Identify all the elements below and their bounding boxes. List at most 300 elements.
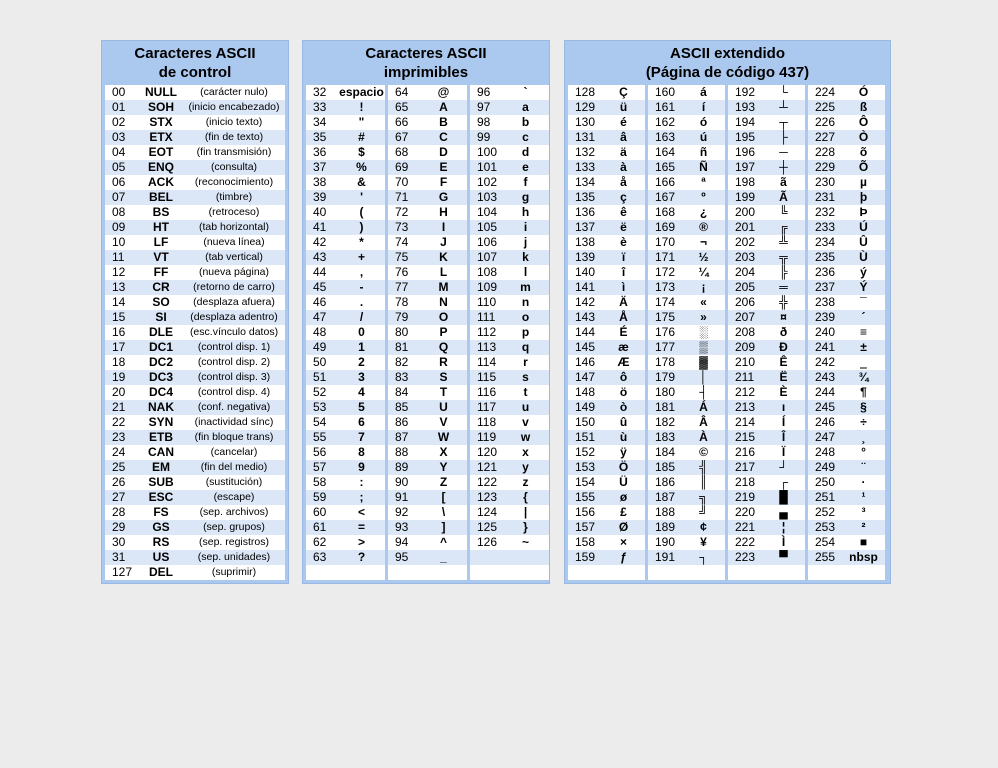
char-code: 39 — [313, 190, 327, 204]
char-description: (sep. archivos) — [199, 506, 269, 518]
empty-cell — [682, 565, 725, 580]
table-row — [470, 430, 549, 445]
char-name: DC3 — [148, 370, 173, 384]
char-glyph: ( — [359, 205, 364, 219]
char-code: 147 — [575, 370, 596, 384]
char-glyph: + — [357, 250, 365, 264]
char-code: 101 — [477, 160, 498, 174]
table-row — [306, 190, 385, 205]
table-row — [808, 550, 885, 565]
char-code: 173 — [655, 280, 676, 294]
table-row — [470, 370, 549, 385]
char-glyph: ≡ — [859, 325, 867, 339]
table-row — [388, 175, 467, 190]
char-glyph: ÷ — [860, 415, 867, 429]
char-code: 246 — [815, 415, 836, 429]
table-row — [568, 370, 645, 385]
char-glyph: f — [523, 175, 528, 189]
table-row — [105, 460, 285, 475]
table-row — [808, 565, 885, 580]
char-code: 14 — [112, 295, 126, 309]
char-glyph: § — [860, 400, 867, 414]
char-code: 43 — [313, 250, 327, 264]
table-row — [808, 355, 885, 370]
table-row — [470, 490, 549, 505]
char-glyph: ; — [359, 490, 364, 504]
char-code: 73 — [395, 220, 409, 234]
table-row — [568, 535, 645, 550]
char-code: 36 — [313, 145, 327, 159]
char-glyph: ã — [780, 175, 787, 189]
table-row — [568, 130, 645, 145]
control-chars-panel — [101, 40, 289, 584]
char-code: 91 — [395, 490, 409, 504]
extended-ascii-title — [565, 41, 890, 85]
char-description: (fin bloque trans) — [194, 431, 274, 443]
table-row — [306, 490, 385, 505]
char-glyph: Ä — [619, 295, 628, 309]
char-glyph: ¹ — [861, 490, 866, 504]
char-glyph: Ö — [618, 460, 629, 474]
char-glyph: = — [357, 520, 365, 534]
char-code: 11 — [112, 250, 125, 264]
table-row — [568, 235, 645, 250]
table-row — [648, 430, 725, 445]
char-glyph: º — [701, 190, 706, 204]
table-row — [388, 295, 467, 310]
char-glyph: e — [522, 160, 529, 174]
table-row — [306, 535, 385, 550]
char-code: 57 — [313, 460, 327, 474]
char-code: 241 — [815, 340, 836, 354]
table-row — [808, 295, 885, 310]
char-glyph: I — [441, 220, 446, 234]
table-row — [105, 160, 285, 175]
char-glyph: ó — [699, 115, 708, 129]
table-row — [728, 295, 805, 310]
char-glyph: ù — [619, 430, 628, 444]
char-code: 01 — [112, 100, 126, 114]
char-glyph: - — [359, 280, 364, 294]
table-row — [105, 205, 285, 220]
char-glyph: 7 — [358, 430, 365, 444]
char-glyph: Ñ — [699, 160, 708, 174]
table-row — [808, 415, 885, 430]
char-glyph: è — [620, 235, 627, 249]
char-code: 134 — [575, 175, 596, 189]
char-glyph: ! — [359, 100, 364, 114]
table-row — [388, 85, 467, 100]
char-glyph: nbsp — [849, 550, 878, 564]
table-row — [728, 220, 805, 235]
char-glyph: N — [439, 295, 448, 309]
table-row — [648, 220, 725, 235]
char-code: 24 — [112, 445, 126, 459]
control-chars-column — [105, 85, 285, 580]
char-code: 132 — [575, 145, 596, 159]
char-glyph: L — [439, 265, 448, 279]
char-glyph: µ — [860, 175, 867, 189]
char-code: 114 — [477, 355, 497, 369]
char-glyph: ä — [620, 145, 627, 159]
table-row — [728, 115, 805, 130]
char-glyph: X — [439, 445, 448, 459]
char-code: 142 — [575, 295, 596, 309]
table-row — [105, 85, 285, 100]
table-row — [728, 235, 805, 250]
table-row — [808, 220, 885, 235]
table-row — [306, 85, 385, 100]
char-code: 195 — [735, 130, 756, 144]
table-row — [306, 220, 385, 235]
table-row — [388, 340, 467, 355]
char-code: 07 — [112, 190, 126, 204]
table-row — [105, 115, 285, 130]
char-glyph: Ì — [781, 535, 786, 549]
empty-cell — [306, 565, 338, 580]
char-glyph: W — [437, 430, 450, 444]
char-glyph: * — [359, 235, 364, 249]
table-row — [388, 280, 467, 295]
table-row — [470, 535, 549, 550]
char-glyph: Å — [619, 310, 628, 324]
char-code: 122 — [477, 475, 498, 489]
char-glyph: ð — [779, 325, 788, 339]
char-code: 232 — [815, 205, 836, 219]
char-glyph: O — [438, 310, 449, 324]
char-code: 92 — [395, 505, 409, 519]
char-glyph: . — [359, 295, 364, 309]
table-row — [388, 115, 467, 130]
char-glyph: ~ — [521, 535, 529, 549]
char-code: 234 — [815, 235, 836, 249]
table-row — [808, 325, 885, 340]
char-description: (escape) — [213, 491, 255, 503]
char-glyph: Y — [439, 460, 448, 474]
table-row — [105, 550, 285, 565]
char-name: CAN — [148, 445, 174, 459]
char-code: 126 — [477, 535, 498, 549]
table-row — [728, 460, 805, 475]
char-code: 216 — [735, 445, 756, 459]
char-code: 238 — [815, 295, 836, 309]
table-row — [388, 145, 467, 160]
table-row — [568, 325, 645, 340]
char-name: FS — [153, 505, 169, 519]
char-glyph: } — [523, 520, 528, 534]
table-row — [105, 130, 285, 145]
table-row — [105, 190, 285, 205]
char-code: 51 — [313, 370, 327, 384]
char-glyph: s — [522, 370, 529, 384]
table-row — [648, 310, 725, 325]
char-description: (consulta) — [210, 161, 258, 173]
title-line-2: (Página de código 437) — [645, 64, 810, 81]
char-glyph: ┼ — [779, 160, 788, 174]
char-glyph: ö — [619, 385, 628, 399]
char-description: (carácter nulo) — [200, 86, 268, 98]
char-code: 121 — [477, 460, 498, 474]
table-row — [808, 445, 885, 460]
char-code: 231 — [815, 190, 836, 204]
char-name: LF — [153, 235, 169, 249]
char-column — [728, 85, 805, 580]
table-row — [648, 535, 725, 550]
table-row — [388, 460, 467, 475]
char-code: 42 — [313, 235, 327, 249]
char-code: 151 — [575, 430, 596, 444]
printable-chars-panel — [302, 40, 550, 584]
char-code: 90 — [395, 475, 409, 489]
char-glyph: ╩ — [779, 235, 788, 249]
table-row — [105, 535, 285, 550]
char-glyph: ┴ — [779, 100, 788, 114]
char-code: 208 — [735, 325, 756, 339]
char-code: 23 — [112, 430, 126, 444]
char-code: 32 — [313, 85, 327, 99]
table-row — [728, 130, 805, 145]
table-row — [648, 520, 725, 535]
table-row — [568, 550, 645, 565]
table-row — [470, 400, 549, 415]
table-row — [648, 325, 725, 340]
title-line-1: Caracteres ASCII — [365, 45, 487, 62]
table-row — [648, 235, 725, 250]
char-code: 245 — [815, 400, 836, 414]
table-row — [470, 445, 549, 460]
char-code: 185 — [655, 460, 676, 474]
char-glyph: ì — [621, 280, 626, 294]
char-glyph: â — [620, 130, 627, 144]
char-code: 146 — [575, 355, 596, 369]
char-glyph: & — [357, 175, 366, 189]
char-glyph: ô — [619, 370, 628, 384]
char-glyph: E — [439, 160, 448, 174]
char-code: 100 — [477, 145, 498, 159]
char-code: 10 — [112, 235, 126, 249]
char-glyph: 2 — [358, 355, 365, 369]
table-row — [808, 490, 885, 505]
table-row — [470, 250, 549, 265]
char-name: GS — [152, 520, 170, 534]
table-row — [808, 190, 885, 205]
table-row — [728, 340, 805, 355]
table-row — [470, 115, 549, 130]
char-code: 130 — [575, 115, 596, 129]
char-description: (inicio encabezado) — [188, 101, 280, 113]
char-code: 20 — [112, 385, 126, 399]
table-row — [105, 325, 285, 340]
char-glyph: ╚ — [779, 205, 788, 219]
table-row — [808, 535, 885, 550]
char-code: 53 — [313, 400, 327, 414]
char-code: 82 — [395, 355, 409, 369]
table-row — [808, 160, 885, 175]
char-code: 61 — [313, 520, 327, 534]
char-glyph: _ — [440, 550, 447, 564]
char-code: 117 — [477, 400, 497, 414]
table-row — [388, 520, 467, 535]
char-description: (inicio texto) — [205, 116, 263, 128]
table-row — [728, 370, 805, 385]
char-glyph: # — [358, 130, 365, 144]
char-glyph: b — [521, 115, 530, 129]
table-row — [105, 520, 285, 535]
char-glyph: ¡ — [701, 280, 706, 294]
table-row — [306, 430, 385, 445]
char-name: DC2 — [148, 355, 173, 369]
char-description: (sustitución) — [205, 476, 263, 488]
table-row — [470, 265, 549, 280]
char-glyph: ¥ — [700, 535, 707, 549]
char-column — [388, 85, 467, 580]
char-code: 180 — [655, 385, 676, 399]
table-row — [568, 565, 645, 580]
char-glyph: ± — [860, 340, 867, 354]
char-glyph: Ê — [779, 355, 788, 369]
table-row — [388, 565, 467, 580]
title-line-1: ASCII extendido — [669, 45, 785, 62]
table-row — [728, 505, 805, 520]
char-code: 13 — [112, 280, 126, 294]
char-description: (sep. registros) — [198, 536, 270, 548]
char-glyph: ? — [357, 550, 366, 564]
char-code: 120 — [477, 445, 498, 459]
char-code: 154 — [575, 475, 596, 489]
table-row — [568, 280, 645, 295]
char-name: DC4 — [148, 385, 173, 399]
char-glyph: █ — [779, 490, 788, 504]
table-row — [568, 520, 645, 535]
table-row — [306, 445, 385, 460]
table-row — [388, 100, 467, 115]
table-row — [306, 265, 385, 280]
char-code: 84 — [395, 385, 409, 399]
char-code: 77 — [395, 280, 409, 294]
char-code: 198 — [735, 175, 756, 189]
table-row — [808, 385, 885, 400]
char-code: 171 — [655, 250, 676, 264]
char-glyph: ▄ — [779, 505, 788, 519]
char-name: US — [152, 550, 170, 564]
char-code: 27 — [112, 490, 126, 504]
char-code: 102 — [477, 175, 498, 189]
char-glyph: » — [700, 310, 707, 324]
char-name: ACK — [148, 175, 174, 189]
table-row — [808, 370, 885, 385]
char-name: ETB — [149, 430, 173, 444]
table-row — [306, 130, 385, 145]
char-glyph: Ù — [859, 250, 868, 264]
char-glyph: ¯ — [860, 295, 867, 309]
char-glyph: l — [523, 265, 528, 279]
char-glyph: ║ — [699, 475, 708, 489]
char-glyph: ┘ — [779, 460, 788, 474]
char-code: 95 — [395, 550, 409, 564]
char-code: 150 — [575, 415, 596, 429]
table-row — [568, 250, 645, 265]
table-row — [105, 295, 285, 310]
empty-cell — [470, 550, 502, 565]
table-row — [568, 265, 645, 280]
char-code: 112 — [477, 325, 497, 339]
empty-cell — [808, 565, 842, 580]
char-code: 218 — [735, 475, 756, 489]
char-code: 78 — [395, 295, 409, 309]
table-row — [568, 460, 645, 475]
char-code: 194 — [735, 115, 756, 129]
char-name: BEL — [149, 190, 173, 204]
char-code: 209 — [735, 340, 756, 354]
char-code: 139 — [575, 250, 596, 264]
table-row — [470, 130, 549, 145]
char-code: 253 — [815, 520, 836, 534]
table-row — [648, 280, 725, 295]
char-glyph: ¬ — [699, 235, 707, 249]
char-code: 228 — [815, 145, 836, 159]
table-row — [388, 235, 467, 250]
char-code: 184 — [655, 445, 676, 459]
char-code: 248 — [815, 445, 836, 459]
char-code: 116 — [477, 385, 497, 399]
char-description: (desplaza adentro) — [190, 311, 278, 323]
char-glyph: ç — [620, 190, 627, 204]
table-row — [306, 145, 385, 160]
char-code: 21 — [112, 400, 126, 414]
char-description: (reconocimiento) — [194, 176, 274, 188]
char-glyph: R — [439, 355, 448, 369]
char-glyph: $ — [358, 145, 365, 159]
char-code: 189 — [655, 520, 676, 534]
char-glyph: ├ — [779, 130, 788, 144]
char-glyph: ü — [619, 100, 628, 114]
char-code: 137 — [575, 220, 596, 234]
table-row — [728, 385, 805, 400]
char-code: 236 — [815, 265, 836, 279]
char-glyph: ú — [699, 130, 708, 144]
char-code: 162 — [655, 115, 676, 129]
char-glyph: m — [520, 280, 531, 294]
char-glyph: D — [439, 145, 448, 159]
char-description: (suprimir) — [211, 566, 257, 578]
table-row — [648, 205, 725, 220]
char-code: 160 — [655, 85, 676, 99]
char-code: 161 — [655, 100, 676, 114]
char-code: 183 — [655, 430, 676, 444]
table-row — [388, 445, 467, 460]
char-code: 197 — [735, 160, 756, 174]
char-glyph: ¿ — [699, 205, 708, 219]
control-chars-table — [105, 85, 285, 580]
char-code: 08 — [112, 205, 126, 219]
char-description: (fin de texto) — [204, 131, 264, 143]
char-glyph: a — [522, 100, 529, 114]
char-code: 138 — [575, 235, 596, 249]
char-code: 207 — [735, 310, 756, 324]
char-code: 211 — [735, 370, 755, 384]
char-code: 113 — [477, 340, 497, 354]
char-glyph: « — [700, 295, 707, 309]
char-code: 47 — [313, 310, 327, 324]
char-glyph: ï — [621, 250, 626, 264]
char-glyph: ² — [861, 520, 866, 534]
char-glyph: ┬ — [779, 115, 788, 129]
char-glyph: ╗ — [699, 490, 708, 504]
char-description: (sep. grupos) — [203, 521, 265, 533]
char-description: (inactividad sínc) — [194, 416, 274, 428]
char-code: 67 — [395, 130, 409, 144]
char-glyph: Ï — [781, 445, 786, 459]
